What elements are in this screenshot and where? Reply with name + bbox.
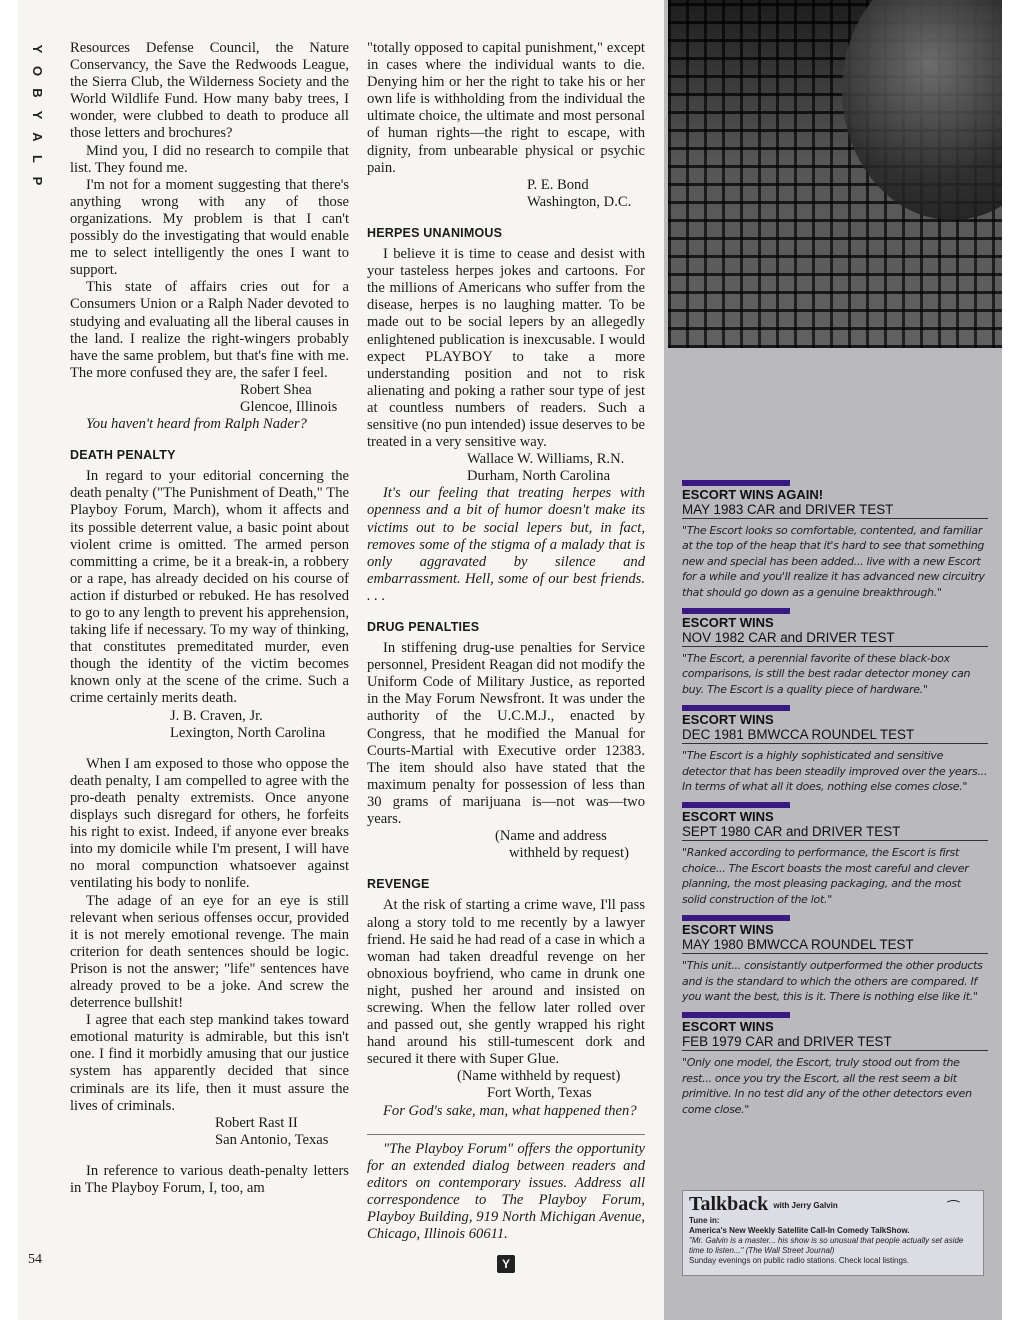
- page-number: 54: [28, 1252, 42, 1267]
- editor-reply: You haven't heard from Ralph Nader?: [86, 416, 307, 433]
- escort-advertisement: [664, 0, 1002, 1320]
- talkback-line: America's New Weekly Satellite Call-In Comedy TalkShow.: [689, 1226, 910, 1235]
- award-quote: "The Escort, a perennial favorite of these black-box comparisons, is still the best radar detector money can buy. The Escort is a quality piece of hardware.": [682, 652, 971, 696]
- swoosh-icon: ⁀: [947, 1202, 959, 1217]
- signature-place: Glencoe, Illinois: [240, 398, 338, 415]
- award-test: MAY 1983 CAR and DRIVER TEST: [682, 502, 988, 519]
- signature-name: J. B. Craven, Jr.: [170, 707, 263, 724]
- award-test: DEC 1981 BMWCCA ROUNDEL TEST: [682, 727, 988, 744]
- award-entry: [682, 480, 988, 600]
- letter-paragraph: Mind you, I did no research to compile that list. They found me.: [70, 142, 349, 176]
- talkback-title: Talkback with Jerry Galvin: [689, 1193, 838, 1215]
- letter-paragraph: In stiffening drug-use penalties for Service personnel, President Reagan did not modify the Uniform Code of Military Justice, as reported in the May Forum Newsfront. It was under the authority of the U.C.M.J., enacted by Congress, that he modified the Manual for Courts-Martial with Executive order 12383. The item should also have stated that the maximum penalty for possession of less than 30 grams of marijuana is—not was—two years.: [367, 640, 645, 828]
- editor-reply: It's our feeling that treating herpes with openness and a bit of humor doesn't make its victims out to be social lepers but, in fact, removes some of the stigma of a malady that is only aggravated by silence and embarrassment. Hell, some of our best friends. . . .: [367, 485, 645, 604]
- section-heading: REVENGE: [367, 877, 430, 892]
- award-entry: [682, 705, 988, 794]
- award-test: SEPT 1980 CAR and DRIVER TEST: [682, 824, 988, 841]
- signature-place: Washington, D.C.: [527, 193, 632, 210]
- letter-paragraph: At the risk of starting a crime wave, I'll pass along a story told to me recently by a lawyer friend. He said he had read of a case in which a woman had taken dreadful revenge on her obnoxious boyfriend, who came in drunk one night, pushed her around and insisted on screwing. When the fellow later rolled over and passed out, she gently wrapped his right hand around his still-tumescent dork and secured it there with Super Glue.: [367, 897, 645, 1068]
- award-title: ESCORT WINS: [682, 922, 774, 938]
- signature-place: Durham, North Carolina: [467, 468, 611, 485]
- signature-name: Wallace W. Williams, R.N.: [467, 451, 625, 468]
- letter-paragraph: I agree that each step mankind takes toward emotional maturity is admirable, but this isn't one. I find it morbidly amusing that our justice system has apparently decided that since criminals are its life, then it must assure the lives of criminals.: [70, 1012, 349, 1114]
- radar-detector-image: [842, 0, 1002, 220]
- award-quote: "Only one model, the Escort, truly stood out from the rest... once you try the Escort, all the rest seem a bit primitive. In no test did any of the other detectors even come close.": [682, 1056, 972, 1116]
- award-title: ESCORT WINS: [682, 615, 774, 631]
- editor-reply: For God's sake, man, what happened then?: [383, 1102, 637, 1119]
- award-test: MAY 1980 BMWCCA ROUNDEL TEST: [682, 937, 988, 954]
- forum-address-note: "The Playboy Forum" offers the opportunity for an extended dialog between readers and editors on contemporary issues. Address all correspondence to The Playboy Forum, Playboy Building, 919 North Michigan Avenue, Chicago, Illinois 60611.: [367, 1134, 645, 1244]
- award-title: ESCORT WINS AGAIN!: [682, 487, 824, 502]
- magazine-page: [18, 0, 1002, 1320]
- signature-place: Lexington, North Carolina: [170, 724, 326, 741]
- award-quote: "Ranked according to performance, the Escort is first choice... The Escort boasts the most careful and clever planning, the most pleasing packaging, and the most solid construction of the lot.": [682, 846, 969, 906]
- letter-paragraph: The adage of an eye for an eye is still relevant when serious offenses occur, provided it is not merely emotional revenge. The main criterion for death sentences should be logic. Prison is not the answer; "life" sentences have already proved to be a joke. And screw the deterrence bullshit!: [70, 892, 349, 1012]
- signature-place: withheld by request): [509, 845, 629, 862]
- signature-place: San Antonio, Texas: [215, 1131, 329, 1148]
- award-entry: [682, 915, 988, 1004]
- award-title: ESCORT WINS: [682, 1019, 774, 1035]
- section-heading: DEATH PENALTY: [70, 448, 176, 463]
- signature-name: P. E. Bond: [527, 176, 589, 193]
- talkback-line: Sunday evenings on public radio stations. Check local listings.: [689, 1256, 910, 1265]
- talkback-line: Tune in:: [689, 1216, 720, 1225]
- magazine-side-label: Y O B Y A L P: [30, 44, 45, 186]
- section-heading: DRUG PENALTIES: [367, 620, 480, 634]
- signature-place: Fort Worth, Texas: [487, 1085, 592, 1102]
- award-list: [682, 480, 988, 1125]
- award-bar: [682, 802, 790, 808]
- award-quote: "The Escort looks so comfortable, contented, and familiar at the top of the heap that it's hard to see that something new and special has been added... live with a new Escort for a while and you'll realize it has advanced new circuitry that should go down as a genuine breakthrough.": [682, 524, 985, 599]
- award-bar: [682, 705, 790, 711]
- talkback-promo: [682, 1190, 984, 1276]
- letter-paragraph: Resources Defense Council, the Nature Conservancy, the Save the Redwoods League, the Sierra Club, the Wilderness Society and the World Wildlife Fund. How many baby trees, I wonder, were clubbed to death to produce all those letters and brochures?: [70, 40, 349, 142]
- rabbit-logo-icon: Y: [497, 1255, 515, 1273]
- letters-column-right: [367, 40, 645, 1273]
- award-entry: [682, 1012, 988, 1117]
- award-entry: [682, 802, 988, 907]
- talkback-host: with Jerry Galvin: [773, 1200, 838, 1210]
- letter-paragraph: I believe it is time to cease and desist with your tasteless herpes jokes and cartoons. For the millions of Americans who suffer from the disease, herpes is no laughing matter. To be made out to be social lepers by an allegedly enlightened publication is inexcusable. I would expect PLAYBOY to take a more understanding position and not to risk alienating and poking a rather sour type of jest at countless numbers of readers. Such a sensitive (no pun intended) issue deserves to be treated in a very sensitive way.: [367, 246, 645, 451]
- award-quote: "This unit... consistantly outperformed the other products and is the standard to which the others are compared. If you want the best, this is it. There is nothing else like it.": [682, 959, 983, 1003]
- award-title: ESCORT WINS: [682, 712, 774, 728]
- award-entry: [682, 608, 988, 697]
- award-bar: [682, 915, 790, 921]
- award-test: FEB 1979 CAR and DRIVER TEST: [682, 1034, 988, 1051]
- award-test: NOV 1982 CAR and DRIVER TEST: [682, 630, 988, 647]
- letter-paragraph: "totally opposed to capital punishment," except in cases where the individual wants to die. Denying him or her the right to take his or her own life is withholding from the individual the ultimate choice, the ultimate and most personal of human rights—the right to escape, with dignity, from unbearable physical or psychic pain.: [367, 40, 645, 176]
- letters-column-left: [70, 40, 349, 1197]
- product-photo: [668, 0, 1002, 348]
- talkback-line: "Mr. Galvin is a master... his show is so unusual that people actually set aside time to listen..." (The Wall Street Journal): [689, 1236, 964, 1255]
- letter-paragraph: When I am exposed to those who oppose the death penalty, I am compelled to agree with the pro-death penalty extremists. Once anyone displays such disregard for others, he forfeits his right to exist. Indeed, if anyone ever breaks into my domicile while I'm present, I will have no moral compunction whatsoever against ventilating his body to nonlife.: [70, 755, 349, 892]
- award-bar: [682, 480, 790, 486]
- signature-name: (Name withheld by request): [457, 1068, 621, 1085]
- letter-paragraph: In regard to your editorial concerning the death penalty ("The Punishment of Death," The Playboy Forum, March), whom it affects and its possible deterrent value, a basic point about violent crime is omitted. The armed person committing a crime, be it a break-in, a robbery or a rape, has already decided on his course of action if disturbed or rebuked. He has resolved to go to any length to prevent his apprehension, taking life if necessary. To my way of thinking, that constitutes premeditated murder, even though the identity of the victim becomes known only at the scene of the crime. Such a crime certainly merits death.: [70, 468, 349, 707]
- award-bar: [682, 1012, 790, 1018]
- letter-paragraph: This state of affairs cries out for a Consumers Union or a Ralph Nader devoted to studying and evaluating all the liberal causes in the land. I realize the right-wingers probably have the same problem, but that's fine with me. The more confused they are, the safer I feel.: [70, 279, 349, 381]
- signature-name: Robert Rast II: [215, 1114, 298, 1131]
- letter-paragraph: I'm not for a moment suggesting that there's anything wrong with any of those organizations. My problem is that I can't possibly do the investigating that would enable me to select intelligently the ones I want to support.: [70, 176, 349, 279]
- signature-name: Robert Shea: [240, 381, 312, 398]
- award-bar: [682, 608, 790, 614]
- letter-paragraph: In reference to various death-penalty letters in The Playboy Forum, I, too, am: [70, 1162, 349, 1196]
- signature-name: (Name and address: [495, 828, 607, 845]
- award-title: ESCORT WINS: [682, 809, 774, 825]
- award-quote: "The Escort is a highly sophisticated and sensitive detector that has been steadily improved over the years... In terms of what all it does, nothing else comes close.": [682, 749, 988, 794]
- section-heading: HERPES UNANIMOUS: [367, 225, 503, 240]
